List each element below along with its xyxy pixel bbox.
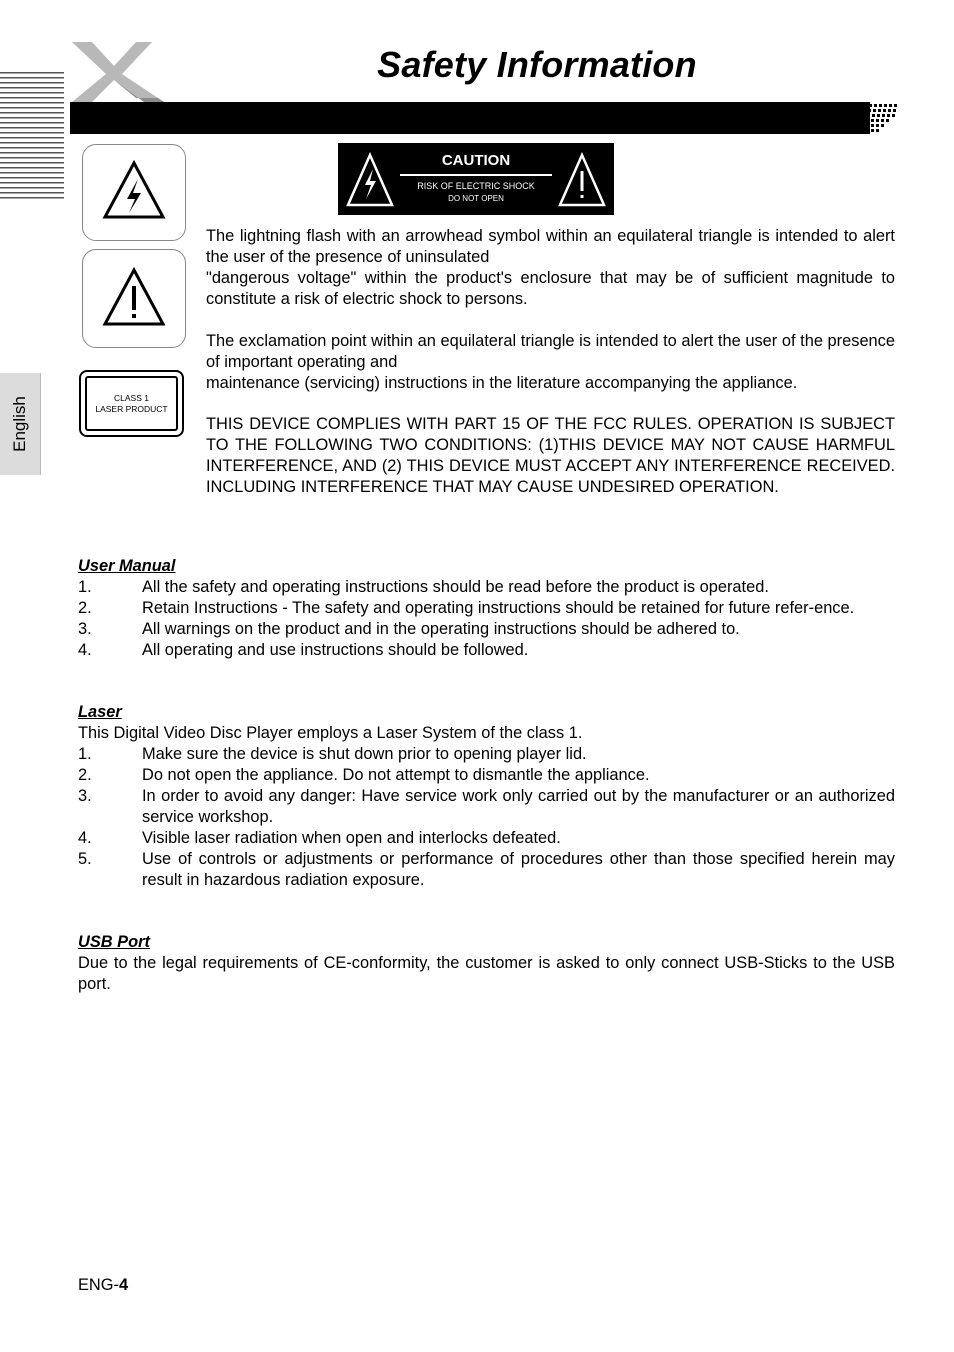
exclamation-description [206, 331, 895, 394]
list-item-text: All the safety and operating instructions should be read before the product is operated. [142, 578, 769, 596]
user-manual-heading: User Manual [78, 557, 176, 575]
list-item-number: 3. [78, 787, 92, 805]
list-item-number: 5. [78, 850, 92, 868]
list-item-number: 2. [78, 599, 92, 617]
language-tab-label: English [10, 396, 29, 452]
list-item-number: 4. [78, 641, 92, 659]
laser-class-label [79, 370, 184, 437]
list-item [78, 577, 895, 598]
laser-class-line2: LASER PRODUCT [95, 403, 168, 414]
list-item-text: Do not open the appliance. Do not attempt to dismantle the appliance. [142, 766, 650, 784]
lightning-description-line1: The lightning flash with an arrowhead symbol within an equilateral triangle is intended to alert the user of the presence of uninsulated [206, 227, 895, 266]
exclamation-description-line1: The exclamation point within an equilateral triangle is intended to alert the user of the presence of important operating and [206, 332, 895, 371]
list-item-number: 4. [78, 829, 92, 847]
list-item-text: Visible laser radiation when open and interlocks defeated. [142, 829, 561, 847]
exclamation-warning-box [82, 249, 186, 348]
page-title: Safety Information [377, 44, 697, 85]
laser-class-line1: CLASS 1 [114, 392, 149, 403]
usb-heading: USB Port [78, 933, 150, 951]
page-number [78, 1276, 128, 1295]
list-item-number: 3. [78, 620, 92, 638]
list-item-text: All operating and use instructions should be followed. [142, 641, 529, 659]
list-item [78, 744, 895, 765]
list-item-text: Use of controls or adjustments or performance of procedures other than those specified herein may result in hazardous radiation exposure. [142, 850, 895, 889]
list-item [78, 619, 895, 640]
header-stripes [0, 72, 64, 200]
list-item [78, 765, 895, 786]
list-item [78, 849, 895, 891]
caution-title: CAUTION [441, 152, 511, 169]
caution-line2: DO NOT OPEN [448, 194, 504, 203]
caution-line1: RISK OF ELECTRIC SHOCK [417, 181, 535, 191]
list-item [78, 598, 895, 619]
laser-heading: Laser [78, 703, 122, 721]
lightning-warning-icon [83, 145, 185, 240]
page-number-value: 4 [118, 1276, 129, 1294]
list-item-text: Make sure the device is shut down prior to opening player lid. [142, 745, 587, 763]
list-item-number: 2. [78, 766, 92, 784]
fcc-statement: THIS DEVICE COMPLIES WITH PART 15 OF THE FCC RULES. OPERATION IS SUBJECT TO THE FOLLOWING TWO CONDITIONS: (1)THIS DEVICE MAY NOT CAUSE HARMFUL INTERFERENCE, AND (2) THIS DEVICE MUST ACCEPT ANY INTERFERENCE RECEIVED. INCLUDING INTERFERENCE THAT MAY CAUSE UNDESIRED OPERATION. [206, 415, 895, 496]
user-manual-list [78, 577, 895, 661]
list-item-text: Retain Instructions - The safety and operating instructions should be retained for future refer-ence. [142, 599, 855, 617]
list-item [78, 640, 895, 661]
laser-intro: This Digital Video Disc Player employs a Laser System of the class 1. [78, 724, 583, 742]
language-tab [0, 373, 41, 475]
list-item [78, 828, 895, 849]
title-bar [70, 102, 870, 134]
list-item-text: All warnings on the product and in the operating instructions should be adhered to. [142, 620, 740, 638]
usb-text: Due to the legal requirements of CE-conformity, the customer is asked to only connect USB-Sticks to the USB port. [78, 954, 895, 993]
title-bar-dots [860, 102, 904, 134]
lightning-warning-box [82, 144, 186, 241]
page-number-prefix: ENG- [78, 1276, 119, 1294]
list-item-text: In order to avoid any danger: Have service work only carried out by the manufacturer or an authorized service workshop. [142, 787, 895, 826]
list-item-number: 1. [78, 745, 92, 763]
exclamation-description-line2: maintenance (servicing) instructions in the literature accompanying the appliance. [206, 374, 798, 392]
list-item-number: 1. [78, 578, 92, 596]
laser-list [78, 744, 895, 891]
lightning-description [206, 226, 895, 310]
exclamation-warning-icon [83, 250, 185, 347]
lightning-description-line2: "dangerous voltage" within the product's enclosure that may be of sufficient magnitude to constitute a risk of electric shock to persons. [206, 269, 895, 308]
list-item [78, 786, 895, 828]
caution-label [338, 143, 614, 215]
